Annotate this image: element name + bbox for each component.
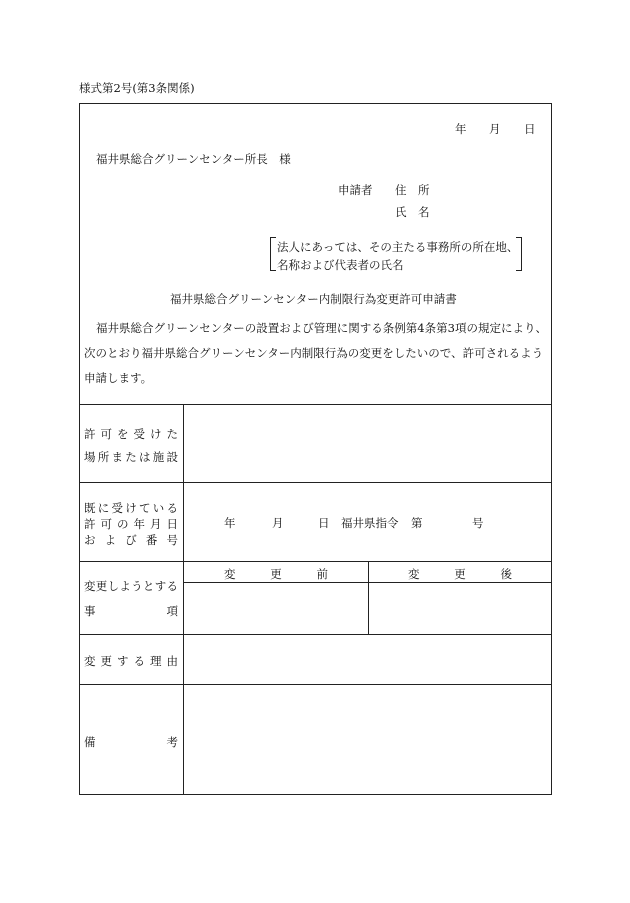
applicant-name-label: 氏 名 [395,205,430,219]
after-change-header: 変 更 後 [408,567,512,581]
before-change-field[interactable] [184,583,368,634]
corporate-note-bracket-left [270,237,276,271]
permitted-place-label-line2: 場 所 ま た は 施 設 [84,450,178,464]
row-divider-1 [79,482,552,483]
remarks-label: 備 考 [84,735,178,749]
permitted-place-field[interactable] [184,405,551,482]
remarks-field[interactable] [184,685,551,794]
row-divider-2 [79,561,552,562]
existing-permit-label-line2: 許 可 の 年 月 日 [84,517,178,531]
change-items-label-line1: 変 更 し よ う と す る [84,579,178,593]
existing-permit-number-prefix: 第 [411,516,423,530]
existing-permit-designation: 福井県指令 [341,516,399,530]
permitted-place-label-line1: 許 可 を 受 け た [84,427,178,441]
date-day: 日 [524,122,536,136]
change-items-label-line2: 事 項 [84,604,178,618]
existing-permit-label-line3: お よ び 番 号 [84,533,178,547]
form-number: 様式第2号(第3条関係) [79,81,195,95]
corporate-note-bracket-right [516,237,522,271]
body-text-line1: 福井県総合グリーンセンターの設置および管理に関する条例第4条第3項の規定により、 [96,321,547,335]
date-year: 年 [455,122,467,136]
before-change-header: 変 更 前 [224,567,328,581]
existing-permit-month: 月 [272,516,284,530]
addressee: 福井県総合グリーンセンター所長 様 [96,152,291,166]
corporate-note-line1: 法人にあっては、その主たる事務所の所在地、 [277,240,519,254]
existing-permit-label-line1: 既 に 受 け て い る [84,501,178,515]
date-month: 月 [489,122,501,136]
after-change-field[interactable] [369,583,551,634]
existing-permit-year: 年 [224,516,236,530]
document-title: 福井県総合グリーンセンター内制限行為変更許可申請書 [170,292,457,306]
body-text-line2: 次のとおり福井県総合グリーンセンター内制限行為の変更をしたいので、許可されるよう [84,346,544,360]
corporate-note-line2: 名称および代表者の氏名 [277,258,404,272]
body-text-line3: 申請します。 [84,371,153,385]
reason-label: 変 更 す る 理 由 [84,654,178,668]
existing-permit-day: 日 [318,516,330,530]
applicant-address-label: 住 所 [395,183,430,197]
reason-field[interactable] [184,635,551,684]
existing-permit-number-suffix: 号 [472,516,484,530]
applicant-label: 申請者 [338,183,373,197]
